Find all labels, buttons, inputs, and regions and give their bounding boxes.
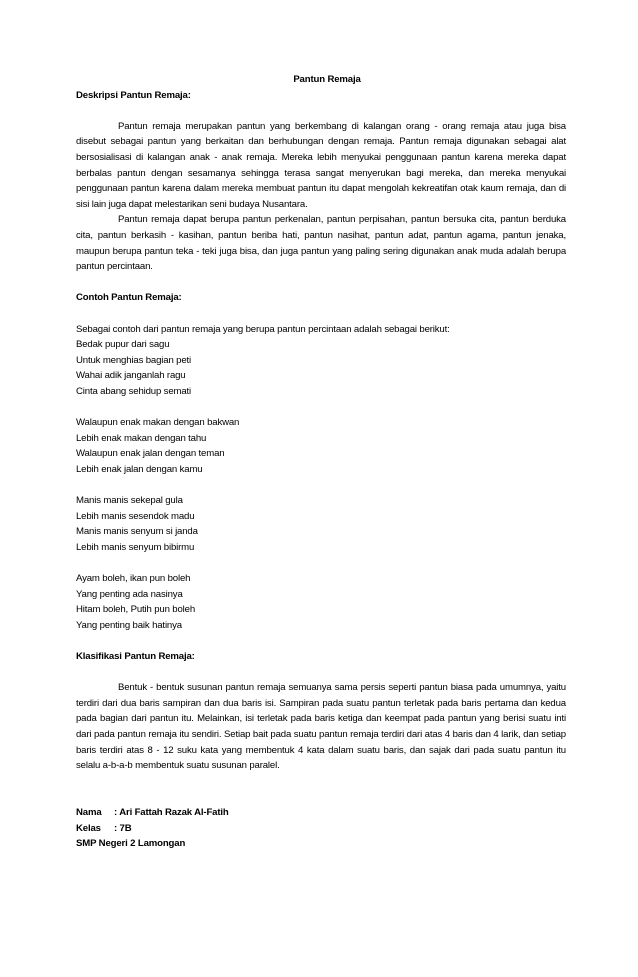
pantun-line: Lebih enak jalan dengan kamu	[76, 463, 203, 475]
footer-name-value: : Ari Fattah Razak Al-Fatih	[114, 806, 229, 818]
footer-class-row	[76, 821, 566, 837]
pantun-stanza-1	[76, 337, 566, 399]
pantun-line: Hitam boleh, Putih pun boleh	[76, 604, 196, 616]
examples-intro: Sebagai contoh dari pantun remaja yang berupa pantun percintaan adalah sebagai berikut:	[76, 323, 450, 335]
pantun-line: Walaupun enak makan dengan bakwan	[76, 417, 240, 429]
pantun-line: Ayam boleh, ikan pun boleh	[76, 573, 191, 584]
pantun-line: Bedak pupur dari sagu	[76, 339, 170, 351]
footer-name-row	[76, 805, 566, 821]
pantun-stanza-2	[76, 415, 566, 477]
pantun-line: Untuk menghias bagian peti	[76, 354, 192, 366]
document-page	[76, 72, 566, 852]
description-paragraph-1: Pantun remaja merupakan pantun yang berkembang di kalangan orang - orang remaja atau juga bisa disebut sebagai pantun yang berkaitan dan berhubungan dengan remaja. Pantun remaja digunakan sebagai alat bersosialisasi di kalangan anak - anak remaja. Mereka lebih menyukai penggunaan pantun karena mereka dapat berbalas pantun dengan sesamanya sehingga terasa sangat menyerukan bagi mereka, dan mereka menyukai penggunaan pantun karena dalam mereka membuat pantun itu dapat mengolah kekreatifan otak kaum remaja, dan di sisi lain juga dapat melestarikan seni budaya Nusantara.	[76, 120, 566, 210]
pantun-line: Manis manis sekepal gula	[76, 495, 183, 507]
pantun-line: Cinta abang sehidup semati	[76, 385, 192, 397]
footer-class-value: : 7B	[114, 822, 132, 834]
pantun-line: Lebih enak makan dengan tahu	[76, 432, 207, 444]
pantun-line: Lebih manis sesendok madu	[76, 510, 195, 522]
examples-heading: Contoh Pantun Remaja:	[76, 292, 182, 304]
classification-paragraph: Bentuk - bentuk susunan pantun remaja semuanya sama persis seperti pantun biasa pada umumnya, yaitu terdiri dari dua baris sampiran dan dua baris isi. Sampiran pada suatu pantun terletak pada baris pertama dan kedua pada bagian dari pantun itu. Melainkan, isi terletak pada baris ketiga dan keempat pada pantun yang berisi suatu inti dari pada pantun remaja itu sendiri. Setiap bait pada suatu pantun remaja terdiri dari atas 4 baris dan 4 larik, dan setiap baris terdiri atas 8 - 12 suku kata yang membentuk 4 kata dalam suatu baris, dan sajak dari pada suatu pantun itu selalu a-b-a-b membentuk suatu susunan paralel.	[76, 682, 566, 772]
pantun-line: Walaupun enak jalan dengan teman	[76, 448, 225, 460]
footer-class-label: Kelas	[76, 822, 101, 834]
footer-school: SMP Negeri 2 Lamongan	[76, 838, 186, 850]
pantun-line: Lebih manis senyum bibirmu	[76, 541, 195, 553]
document-title: Pantun Remaja	[293, 74, 361, 85]
description-paragraph-2: Pantun remaja dapat berupa pantun perkenalan, pantun perpisahan, pantun bersuka cita, pantun berduka cita, pantun berkasih - kasihan, pantun beriba hati, pantun nasihat, pantun adat, pantun agama, pantun jenaka, maupun berupa pantun teka - teki juga bisa, dan juga pantun yang paling sering digunakan anak muda adalah berupa pantun percintaan.	[76, 214, 566, 273]
pantun-stanza-4	[76, 571, 566, 633]
pantun-line: Wahai adik janganlah ragu	[76, 370, 186, 382]
pantun-line: Yang penting baik hatinya	[76, 619, 182, 631]
classification-heading: Klasifikasi Pantun Remaja:	[76, 650, 195, 662]
footer-name-label: Nama	[76, 806, 102, 818]
pantun-line: Yang penting ada nasinya	[76, 588, 183, 600]
pantun-line: Manis manis senyum si janda	[76, 526, 198, 538]
description-heading: Deskripsi Pantun Remaja:	[76, 89, 191, 101]
pantun-stanza-3	[76, 493, 566, 555]
